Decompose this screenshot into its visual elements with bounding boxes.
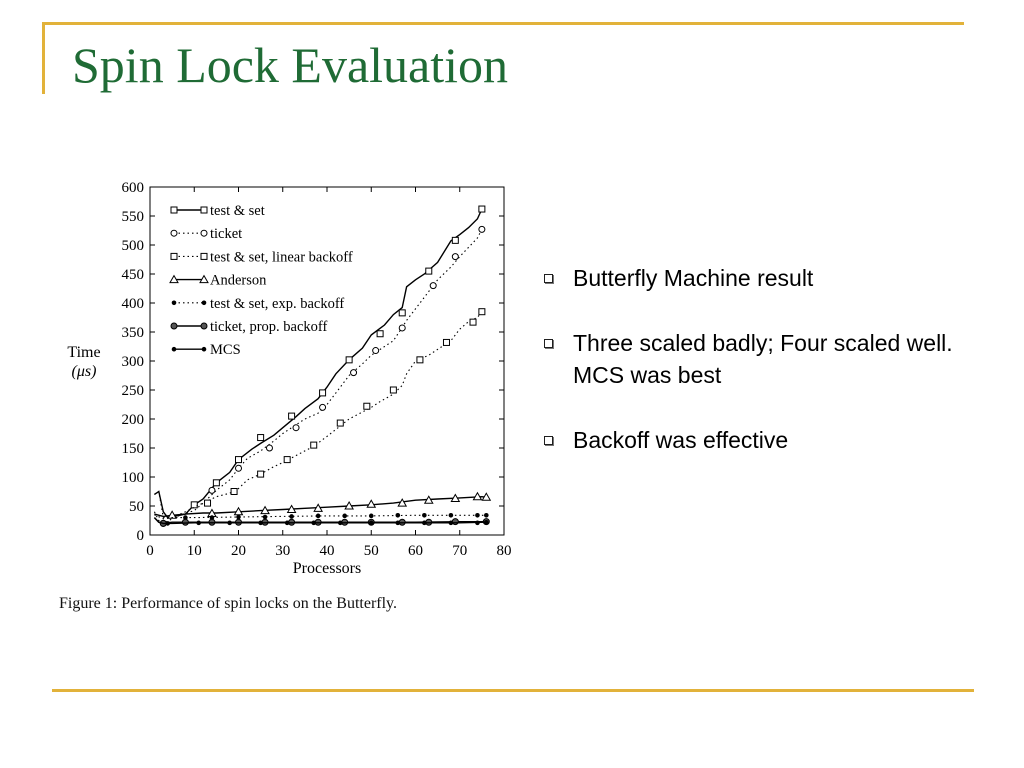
series-marker-6 — [182, 519, 188, 525]
series-marker-2 — [373, 348, 379, 354]
series-marker-1 — [452, 237, 458, 243]
x-tick-label: 70 — [452, 543, 468, 559]
series-marker-2 — [320, 404, 326, 410]
x-tick-label: 0 — [146, 543, 154, 559]
bullet-item — [540, 327, 990, 391]
y-tick-label: 600 — [121, 180, 144, 196]
series-marker-5 — [263, 515, 268, 520]
legend-marker — [202, 347, 207, 352]
legend-marker — [171, 323, 177, 329]
left-rule — [42, 22, 45, 94]
series-marker-1 — [479, 206, 485, 212]
bullet-text: Butterfly Machine result — [573, 265, 814, 291]
series-marker-3 — [443, 339, 449, 345]
series-marker-3 — [231, 489, 237, 495]
bottom-rule — [52, 689, 974, 692]
series-marker-7 — [396, 521, 401, 526]
bullet-item — [540, 262, 990, 294]
y-tick-label: 150 — [121, 441, 144, 457]
y-tick-label: 400 — [121, 296, 144, 312]
legend-marker — [201, 323, 207, 329]
series-marker-5 — [289, 514, 294, 519]
series-marker-1 — [236, 457, 242, 463]
series-marker-7 — [285, 521, 290, 526]
series-marker-2 — [479, 226, 485, 232]
series-marker-2 — [266, 445, 272, 451]
legend-marker — [202, 301, 207, 306]
series-marker-2 — [452, 254, 458, 260]
y-tick-label: 300 — [121, 354, 144, 370]
spin-lock-chart — [50, 175, 520, 590]
legend-marker — [172, 301, 177, 306]
y-tick-label: 450 — [121, 267, 144, 283]
series-marker-5 — [396, 513, 401, 518]
legend-label: ticket — [210, 226, 243, 243]
x-axis-label: Processors — [292, 560, 362, 577]
x-tick-label: 30 — [275, 543, 291, 559]
series-marker-1 — [377, 331, 383, 337]
y-tick-label: 200 — [121, 412, 144, 428]
series-marker-7 — [258, 521, 263, 526]
series-marker-3 — [311, 442, 317, 448]
figure-caption: Figure 1: Performance of spin locks on the Butterfly. — [59, 595, 397, 612]
series-marker-5 — [316, 514, 321, 519]
y-axis-label: Time — [67, 344, 101, 361]
bullet-text: Three scaled badly; Four scaled well. MCS was best — [573, 330, 953, 388]
series-marker-7 — [369, 521, 374, 526]
legend-label: Anderson — [210, 272, 267, 289]
slide-title: Spin Lock Evaluation — [72, 37, 509, 93]
series-marker-2 — [293, 425, 299, 431]
bullet-item — [540, 424, 990, 456]
series-marker-5 — [369, 514, 374, 519]
y-tick-label: 350 — [121, 325, 144, 341]
series-marker-2 — [209, 487, 215, 493]
series-marker-4 — [367, 500, 375, 507]
series-marker-3 — [479, 309, 485, 315]
figure — [50, 175, 520, 625]
y-tick-label: 500 — [121, 238, 144, 254]
series-marker-3 — [258, 471, 264, 477]
legend-marker — [201, 207, 207, 213]
series-marker-3 — [205, 500, 211, 506]
bullet-text: Backoff was effective — [573, 427, 789, 453]
legend-marker — [201, 230, 207, 236]
series-marker-7 — [311, 521, 316, 526]
series-marker-7 — [227, 521, 232, 526]
legend-label: ticket, prop. backoff — [210, 319, 328, 335]
x-tick-label: 40 — [319, 543, 335, 559]
series-marker-1 — [213, 480, 219, 486]
series-marker-1 — [426, 268, 432, 274]
legend-label: test & set — [210, 203, 265, 219]
series-marker-7 — [475, 521, 480, 526]
square-bullet-icon — [544, 339, 553, 348]
legend-marker — [201, 253, 207, 259]
series-marker-3 — [284, 457, 290, 463]
x-tick-label: 80 — [496, 543, 512, 559]
y-tick-label: 50 — [129, 499, 144, 515]
series-marker-1 — [320, 390, 326, 396]
series-marker-5 — [236, 515, 241, 520]
series-marker-5 — [484, 513, 489, 518]
series-marker-7 — [484, 520, 489, 525]
y-tick-label: 0 — [136, 528, 144, 544]
legend-label: test & set, linear backoff — [210, 249, 353, 266]
series-marker-5 — [342, 514, 347, 519]
series-marker-1 — [346, 357, 352, 363]
series-marker-6 — [452, 519, 458, 525]
bullet-list — [540, 262, 990, 489]
x-tick-label: 10 — [186, 543, 202, 559]
series-marker-2 — [351, 370, 357, 376]
y-tick-label: 550 — [121, 209, 144, 225]
x-tick-label: 50 — [363, 543, 379, 559]
series-marker-7 — [449, 521, 454, 526]
series-marker-1 — [399, 310, 405, 316]
y-axis-label: (μs) — [71, 363, 97, 380]
series-marker-7 — [338, 521, 343, 526]
top-rule — [42, 22, 964, 25]
series-marker-3 — [364, 403, 370, 409]
series-marker-3 — [470, 319, 476, 325]
series-marker-1 — [191, 502, 197, 508]
legend-label: test & set, exp. backoff — [210, 295, 345, 312]
series-marker-3 — [337, 420, 343, 426]
series-marker-7 — [165, 521, 170, 526]
series-marker-5 — [449, 513, 454, 518]
y-tick-label: 100 — [121, 470, 144, 486]
legend-marker — [172, 347, 177, 352]
series-marker-2 — [430, 283, 436, 289]
series-marker-3 — [417, 357, 423, 363]
series-marker-3 — [390, 387, 396, 393]
series-line-3 — [154, 312, 482, 518]
series-marker-5 — [422, 513, 427, 518]
series-marker-2 — [236, 465, 242, 471]
plot-frame — [150, 187, 504, 535]
square-bullet-icon — [544, 274, 553, 283]
legend-label: MCS — [210, 342, 241, 359]
x-tick-label: 60 — [408, 543, 423, 559]
square-bullet-icon — [544, 436, 553, 445]
x-tick-label: 20 — [231, 543, 246, 559]
series-marker-7 — [196, 521, 201, 526]
legend-marker — [171, 230, 177, 236]
series-line-2 — [154, 229, 482, 523]
series-marker-1 — [258, 435, 264, 441]
legend-marker — [171, 207, 177, 213]
series-marker-1 — [289, 413, 295, 419]
series-marker-5 — [475, 513, 480, 518]
legend-marker — [171, 253, 177, 259]
series-marker-7 — [422, 521, 427, 526]
y-tick-label: 250 — [121, 383, 144, 399]
series-marker-2 — [399, 325, 405, 331]
